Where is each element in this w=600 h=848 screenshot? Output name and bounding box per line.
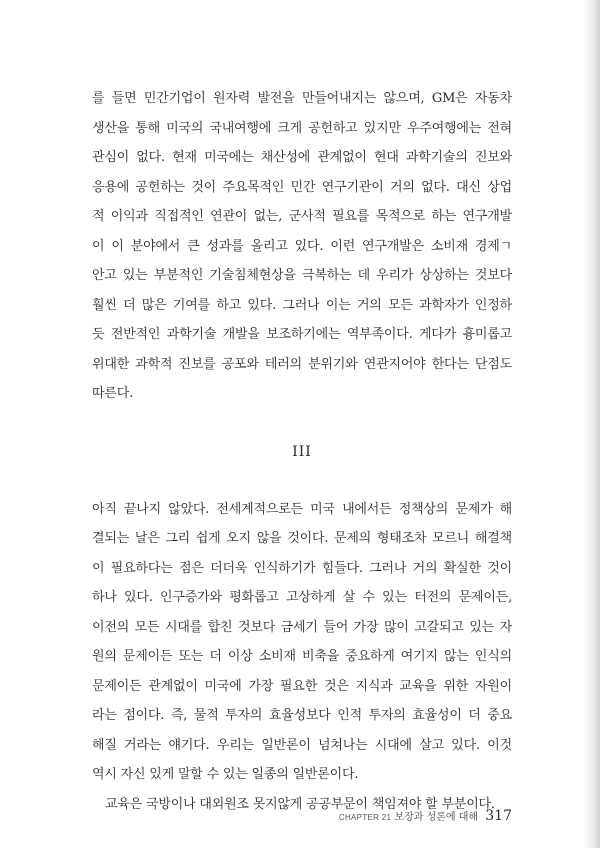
paragraph-line: 교육은 국방이나 대외원조 못지않게 공공부문이 책임져야 할 부분이다. (105, 796, 495, 812)
paragraph-2 (92, 495, 512, 790)
paragraph-line: 결되는 날은 그리 쉽게 오지 않을 것이다. 문제의 형태조차 모르니 해결책 (92, 531, 512, 546)
page-footer (339, 808, 512, 824)
paragraph-line: 안고 있는 부분적인 기술침체현상을 극복하는 데 우리가 상상하는 것보다 (92, 268, 512, 283)
footer-title: 보장과 성론에 대해 (394, 812, 479, 823)
paragraph-line: 위대한 과학적 진보를 공포와 테러의 분위기와 연관지어야 한다는 단점도 (92, 356, 512, 372)
paragraph-line: 관심이 없다. 현재 미국에는 채산성에 관계없이 현대 과학기술의 진보와 (92, 150, 512, 165)
paragraph-line: 라는 점이다. 즉, 물적 투자의 효율성보다 인적 투자의 효율성이 더 중요 (92, 708, 512, 723)
paragraph-line: 역시 자신 있게 말할 수 있는 일종의 일반론이다. (92, 767, 359, 782)
section-heading: III (292, 443, 312, 460)
paragraph-line: 문제이든 관계없이 미국에 가장 필요한 것은 지식과 교육을 위한 자원이 (92, 678, 512, 694)
paragraph-line: 이 필요하다는 점은 더더욱 인식하기가 힘들다. 그러나 거의 확실한 것이 (92, 560, 512, 576)
page-edge-shadow (582, 0, 600, 848)
paragraph-line: 하나 있다. 인구증가와 평화롭고 고상하게 살 수 있는 터전의 문제이든, (92, 590, 512, 605)
paragraph-line: 응용에 공헌하는 것이 주요목적인 민간 연구기관이 거의 없다. 대신 상업 (92, 179, 512, 195)
paragraph-line: 따른다. (92, 386, 134, 401)
paragraph-line: 이전의 모든 시대를 합친 것보다 금세기 들어 가장 많이 고갈되고 있는 자 (92, 619, 512, 635)
document-page (92, 84, 512, 819)
paragraph-line: 를 들면 민간기업이 원자력 발전을 만들어내지는 않으며, GM은 자동차 (92, 91, 512, 106)
paragraph-1 (92, 84, 512, 409)
paragraph-line: 훨씬 더 많은 기여를 하고 있다. 그러나 이는 거의 모든 과학자가 인정하 (92, 297, 512, 313)
footer-chapter: CHAPTER 21 (338, 813, 392, 822)
paragraph-line: 아직 끝나지 않았다. 전세계적으로든 미국 내에서든 정책상의 문제가 해 (92, 501, 512, 517)
paragraph-line: 원의 문제이든 또는 더 이상 소비재 비축을 중요하게 여기지 않는 인식의 (92, 649, 512, 664)
page-number: 317 (485, 808, 512, 824)
paragraph-line: 적 이익과 직접적인 연관이 없는, 군사적 필요를 목적으로 하는 연구개발 (92, 209, 512, 224)
paragraph-line: 해질 거라는 얘기다. 우리는 일반론이 넘쳐나는 시대에 살고 있다. 이것 (92, 737, 512, 753)
paragraph-line: 듯 전반적인 과학기술 개발을 보조하기에는 역부족이다. 게다가 흉미롭고 (92, 327, 512, 342)
paragraph-line: 이 이 분야에서 큰 성과를 올리고 있다. 이런 연구개발은 소비재 경제ㄱ (92, 238, 512, 254)
paragraph-line: 생산을 통해 미국의 국내여행에 크게 공헌하고 있지만 우주여행에는 전혀 (92, 120, 512, 136)
